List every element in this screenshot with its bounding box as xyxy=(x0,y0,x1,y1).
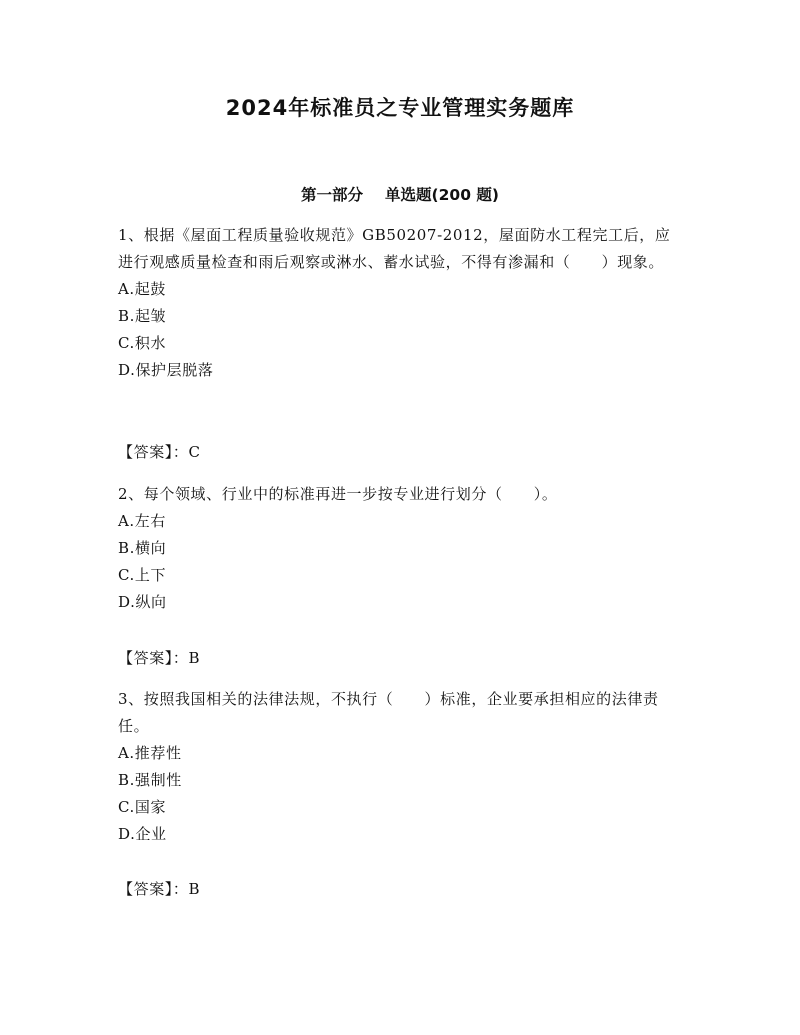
option-d: D.纵向 xyxy=(118,593,167,611)
option-c: C.国家 xyxy=(118,798,167,816)
question-stem: 2、每个领域、行业中的标准再进一步按专业进行划分（ ）。 xyxy=(118,485,558,503)
section-part: 第一部分 xyxy=(301,186,364,204)
option-b: B.横向 xyxy=(118,539,167,557)
answer-value: B xyxy=(188,649,201,667)
question-2 xyxy=(118,481,684,616)
option-d: D.保护层脱落 xyxy=(118,361,214,379)
answer-value: C xyxy=(188,443,201,461)
question-stem: 1、根据《屋面工程质量验收规范》GB50207-2012，屋面防水工程完工后，应进行观感质量检查和雨后观察或淋水、蓄水试验，不得有渗漏和（ ）现象。 xyxy=(118,226,671,271)
section-name: 单选题(200 题) xyxy=(385,186,499,204)
option-c: C.上下 xyxy=(118,566,167,584)
answer-2 xyxy=(118,645,684,672)
question-1 xyxy=(118,222,684,384)
option-a: A.推荐性 xyxy=(118,744,182,762)
option-a: A.起鼓 xyxy=(118,280,167,298)
option-c: C.积水 xyxy=(118,334,167,352)
question-3 xyxy=(118,686,684,848)
answer-1 xyxy=(118,439,684,466)
option-d: D.企业 xyxy=(118,825,167,843)
document-title: 2024年标准员之专业管理实务题库 xyxy=(225,96,575,120)
answer-label: 【答案】： xyxy=(118,443,189,461)
section-heading xyxy=(0,182,800,208)
question-stem: 3、按照我国相关的法律法规，不执行（ ）标准，企业要承担相应的法律责任。 xyxy=(118,690,659,735)
option-b: B.起皱 xyxy=(118,307,167,325)
option-b: B.强制性 xyxy=(118,771,182,789)
answer-label: 【答案】： xyxy=(118,880,189,898)
answer-3 xyxy=(118,876,684,903)
answer-label: 【答案】： xyxy=(118,649,189,667)
option-a: A.左右 xyxy=(118,512,167,530)
answer-value: B xyxy=(188,880,201,898)
